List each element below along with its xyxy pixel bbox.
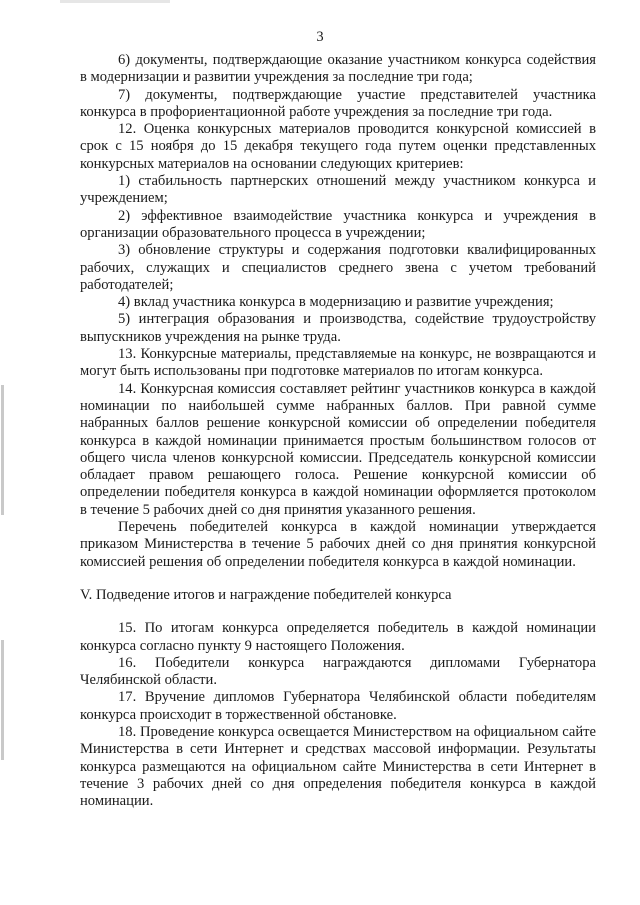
- section-heading: V. Подведение итогов и награждение победителей конкурса: [80, 586, 452, 603]
- scan-artifact: [60, 0, 170, 3]
- paragraph: 5) интеграция образования и производства, содействие трудоустройству выпускников учреждения на рынке труда.: [80, 311, 596, 345]
- page-number: 3: [316, 29, 324, 45]
- paragraph: 18. Проведение конкурса освещается Министерством на официальном сайте Министерства в сети Интернет и средствах массовой информации. Результаты конкурса размещаются на официальном сайте Министерства в сети Интернет в течение 3 рабочих дней со дня определения победителя конкурса в каждой номинации.: [80, 723, 596, 810]
- paragraph: 3) обновление структуры и содержания подготовки квалифицированных рабочих, служащих и специалистов среднего звена с учетом требований работодателей;: [80, 242, 596, 293]
- paragraph: 4) вклад участника конкурса в модернизацию и развитие учреждения;: [118, 294, 554, 311]
- paragraph: 7) документы, подтверждающие участие представителей участника конкурса в профориентационной работе учреждения за последние три года.: [80, 86, 596, 120]
- paragraph: 2) эффективное взаимодействие участника конкурса и учреждения в организации образовательного процесса в учреждении;: [80, 207, 596, 241]
- paragraph: 6) документы, подтверждающие оказание участником конкурса содействия в модернизации и развитии учреждения за последние три года;: [80, 52, 596, 86]
- paragraph: 12. Оценка конкурсных материалов проводится конкурсной комиссией в срок с 15 ноября до 15 декабря текущего года путем оценки представленных конкурсных материалов на основании следующих критериев:: [80, 121, 596, 172]
- scan-edge-mark: [1, 385, 4, 515]
- paragraph: 15. По итогам конкурса определяется победитель в каждой номинации конкурса согласно пункту 9 настоящего Положения.: [80, 620, 596, 654]
- document-body: [80, 52, 596, 810]
- paragraph: 14. Конкурсная комиссия составляет рейтинг участников конкурса в каждой номинации по наибольшей сумме набранных баллов. При равной сумме набранных баллов решение конкурсной комиссии об определении победителя конкурса в каждой номинации принимается простым большинством голосов от общего числа членов конкурсной комиссии. Председатель конкурсной комиссии обладает правом решающего голоса. Решение конкурсной комиссии об определении победителя конкурса в каждой номинации оформляется протоколом в течение 5 рабочих дней со дня принятия указанного решения.: [80, 380, 596, 518]
- scan-edge-mark: [1, 640, 4, 760]
- paragraph: 13. Конкурсные материалы, представляемые на конкурс, не возвращаются и могут быть использованы при подготовке материалов по итогам конкурса.: [80, 346, 596, 380]
- paragraph: 16. Победители конкурса награждаются дипломами Губернатора Челябинской области.: [80, 654, 596, 689]
- paragraph: Перечень победителей конкурса в каждой номинации утверждается приказом Министерства в течение 5 рабочих дней со дня принятия конкурсной комиссией решения об определении победителя конкурса в каждой номинации.: [80, 519, 596, 570]
- paragraph: 17. Вручение дипломов Губернатора Челябинской области победителям конкурса происходит в торжественной обстановке.: [80, 689, 596, 723]
- paragraph: 1) стабильность партнерских отношений между участником конкурса и учреждением;: [80, 173, 596, 207]
